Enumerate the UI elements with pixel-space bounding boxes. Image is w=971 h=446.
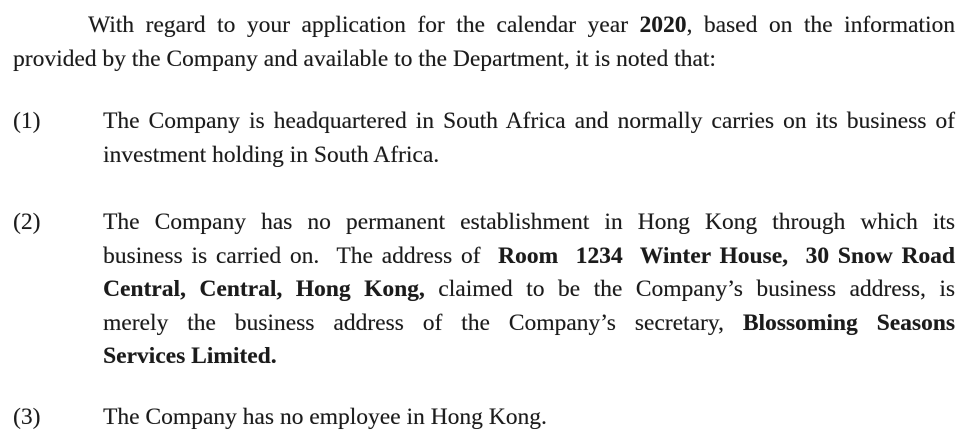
text-run: investment holding in South Africa. <box>103 141 440 168</box>
text-line <box>103 273 955 307</box>
text-run: , based on the information <box>686 12 955 38</box>
item-body <box>103 401 955 435</box>
bold-text-run: Room 1234 Winter House, 30 Snow Road <box>498 242 955 269</box>
numbered-item-2 <box>13 206 955 374</box>
intro-paragraph <box>13 9 955 76</box>
text-line <box>103 139 955 173</box>
text-line <box>103 240 955 274</box>
numbered-item-3 <box>13 401 955 435</box>
bold-text-run: Blossoming Seasons <box>742 309 955 336</box>
text-run: The Company is headquartered in South Africa and normally carries on its business of <box>103 108 955 134</box>
text-run: business is carried on. The address of <box>103 242 499 269</box>
text-run: claimed to be the Company’s business address, is <box>424 276 955 302</box>
bold-text-run: 2020 <box>639 12 687 38</box>
text-line <box>103 105 955 139</box>
item-number: (3) <box>13 404 41 430</box>
bold-text-run: Services Limited. <box>103 343 277 369</box>
text-line <box>13 9 955 43</box>
text-run: merely the business address of the Company’s secretary, <box>103 309 743 336</box>
text-line <box>13 43 955 77</box>
text-run: The Company has no employee in Hong Kong. <box>103 404 547 430</box>
item-number: (2) <box>13 209 41 235</box>
item-number: (1) <box>13 108 41 134</box>
bold-text-run: Central, Central, Hong Kong, <box>103 276 425 302</box>
text-run: The Company has no permanent establishment in Hong Kong through which its <box>103 209 955 235</box>
numbered-item-1 <box>13 105 955 172</box>
text-line <box>103 401 955 435</box>
item-body <box>103 105 955 172</box>
text-line <box>103 340 955 374</box>
item-body <box>103 206 955 374</box>
text-run: provided by the Company and available to the Department, it is noted that: <box>13 45 716 72</box>
text-line <box>103 206 955 240</box>
text-line <box>103 307 955 341</box>
text-run: With regard to your application for the calendar year <box>88 12 640 38</box>
